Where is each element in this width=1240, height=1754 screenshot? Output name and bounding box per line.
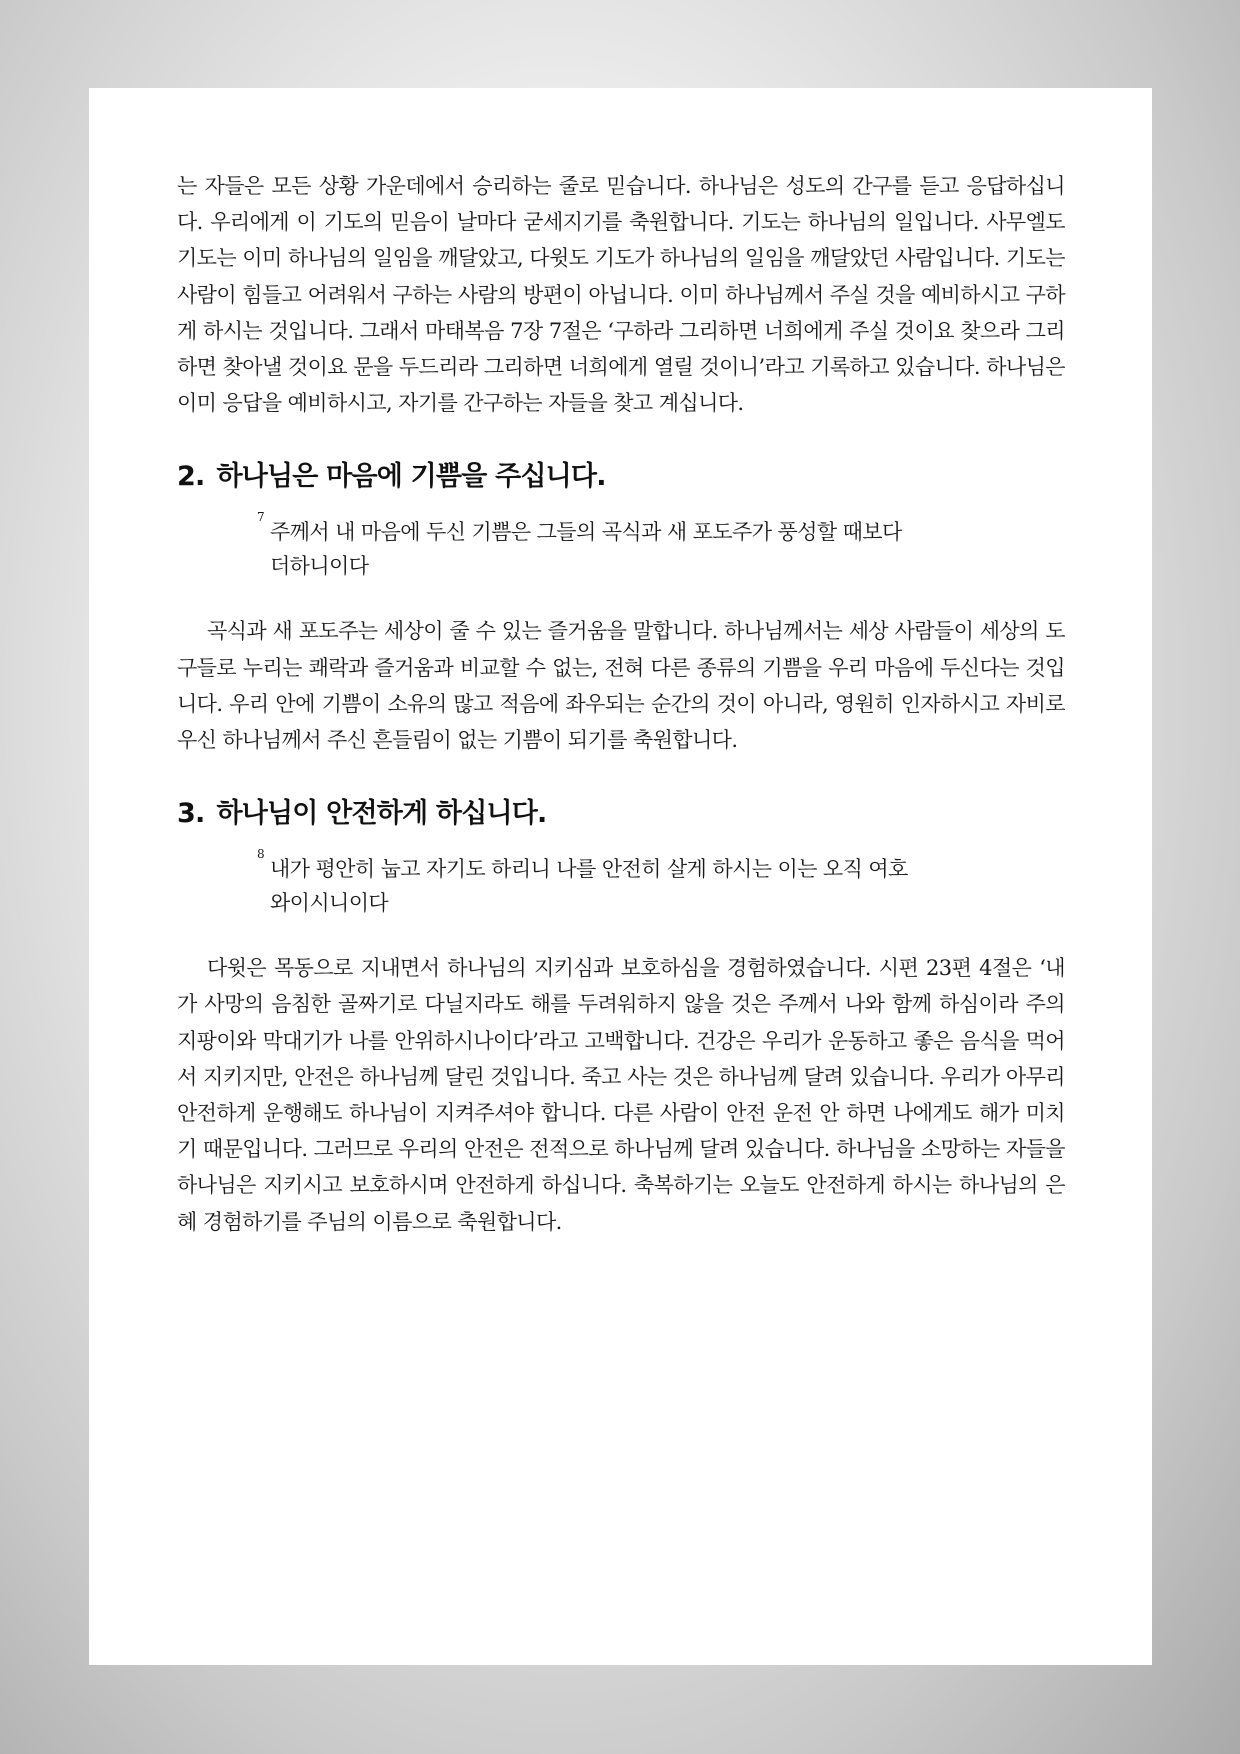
section-number: 2. xyxy=(177,461,205,493)
verse-number: 7 xyxy=(257,510,265,525)
section-paragraph: 곡식과 새 포도주는 세상이 줄 수 있는 즐거움을 말합니다. 하나님께서는 세상 사람들이 세상의 도구들로 누리는 쾌락과 즐거움과 비교할 수 없는, 전혀 다른 종류의 기쁨을 우리 마음에 두신다는 것입니다. 우리 안에 기쁨이 소유의 많고 적음에 좌우되는 순간의 것이 아니라, 영원히 인자하시고 자비로우신 하나님께서 주신 흔들림이 없는 기쁨이 되기를 축원합니다. xyxy=(177,619,1065,753)
section-title: 하나님은 마음에 기쁨을 주십니다. xyxy=(216,461,606,493)
section-number: 3. xyxy=(177,798,205,830)
section-heading-3 xyxy=(177,796,1065,832)
verse-line: 주께서 내 마음에 두신 기쁨은 그들의 곡식과 새 포도주가 풍성할 때보다 xyxy=(270,520,902,545)
verse-number: 8 xyxy=(257,847,265,862)
verse-line: 와이시니이다 xyxy=(270,891,389,916)
scripture-quote xyxy=(257,847,990,920)
scripture-quote xyxy=(257,510,990,583)
section-title: 하나님이 안전하게 하십니다. xyxy=(216,798,547,830)
verse-line: 더하니이다 xyxy=(270,554,369,579)
page-content xyxy=(177,168,1065,1240)
document-page xyxy=(89,88,1152,1665)
intro-paragraph: 는 자들은 모든 상황 가운데에서 승리하는 줄로 믿습니다. 하나님은 성도의 간구를 듣고 응답하십니다. 우리에게 이 기도의 믿음이 날마다 굳세지기를 축원합니다. 기도는 하나님의 일입니다. 사무엘도 기도는 이미 하나님의 일임을 깨달았고, 다윗도 기도가 하나님의 일임을 깨달았던 사람입니다. 기도는 사람이 힘들고 어려워서 구하는 사람의 방편이 아닙니다. 이미 하나님께서 주실 것을 예비하시고 구하게 하시는 것입니다. 그래서 마태복음 7장 7절은 ‘구하라 그리하면 너희에게 주실 것이요 찾으라 그리하면 찾아낼 것이요 문을 두드리라 그리하면 너희에게 열릴 것이니’라고 기록하고 있습니다. 하나님은 이미 응답을 예비하시고, 자기를 간구하는 자들을 찾고 계십니다. xyxy=(177,174,1065,416)
section-paragraph: 다윗은 목동으로 지내면서 하나님의 지키심과 보호하심을 경험하였습니다. 시편 23편 4절은 ‘내가 사망의 음침한 골짜기로 다닐지라도 해를 두려워하지 않을 것은 주께서 나와 함께 하심이라 주의 지팡이와 막대기가 나를 안위하시나이다’라고 고백합니다. 건강은 우리가 운동하고 좋은 음식을 먹어서 지키지만, 안전은 하나님께 달린 것입니다. 죽고 사는 것은 하나님께 달려 있습니다. 우리가 아무리 안전하게 운행해도 하나님이 지켜주셔야 합니다. 다른 사람이 안전 운전 안 하면 나에게도 해가 미치기 때문입니다. 그러므로 우리의 안전은 전적으로 하나님께 달려 있습니다. 하나님을 소망하는 자들을 하나님은 지키시고 보호하시며 안전하게 하십니다. 축복하기는 오늘도 안전하게 하시는 하나님의 은혜 경험하기를 주님의 이름으로 축원합니다. xyxy=(177,956,1065,1234)
section-heading-2 xyxy=(177,459,1065,495)
verse-line: 내가 평안히 눕고 자기도 하리니 나를 안전히 살게 하시는 이는 오직 여호 xyxy=(270,857,908,882)
